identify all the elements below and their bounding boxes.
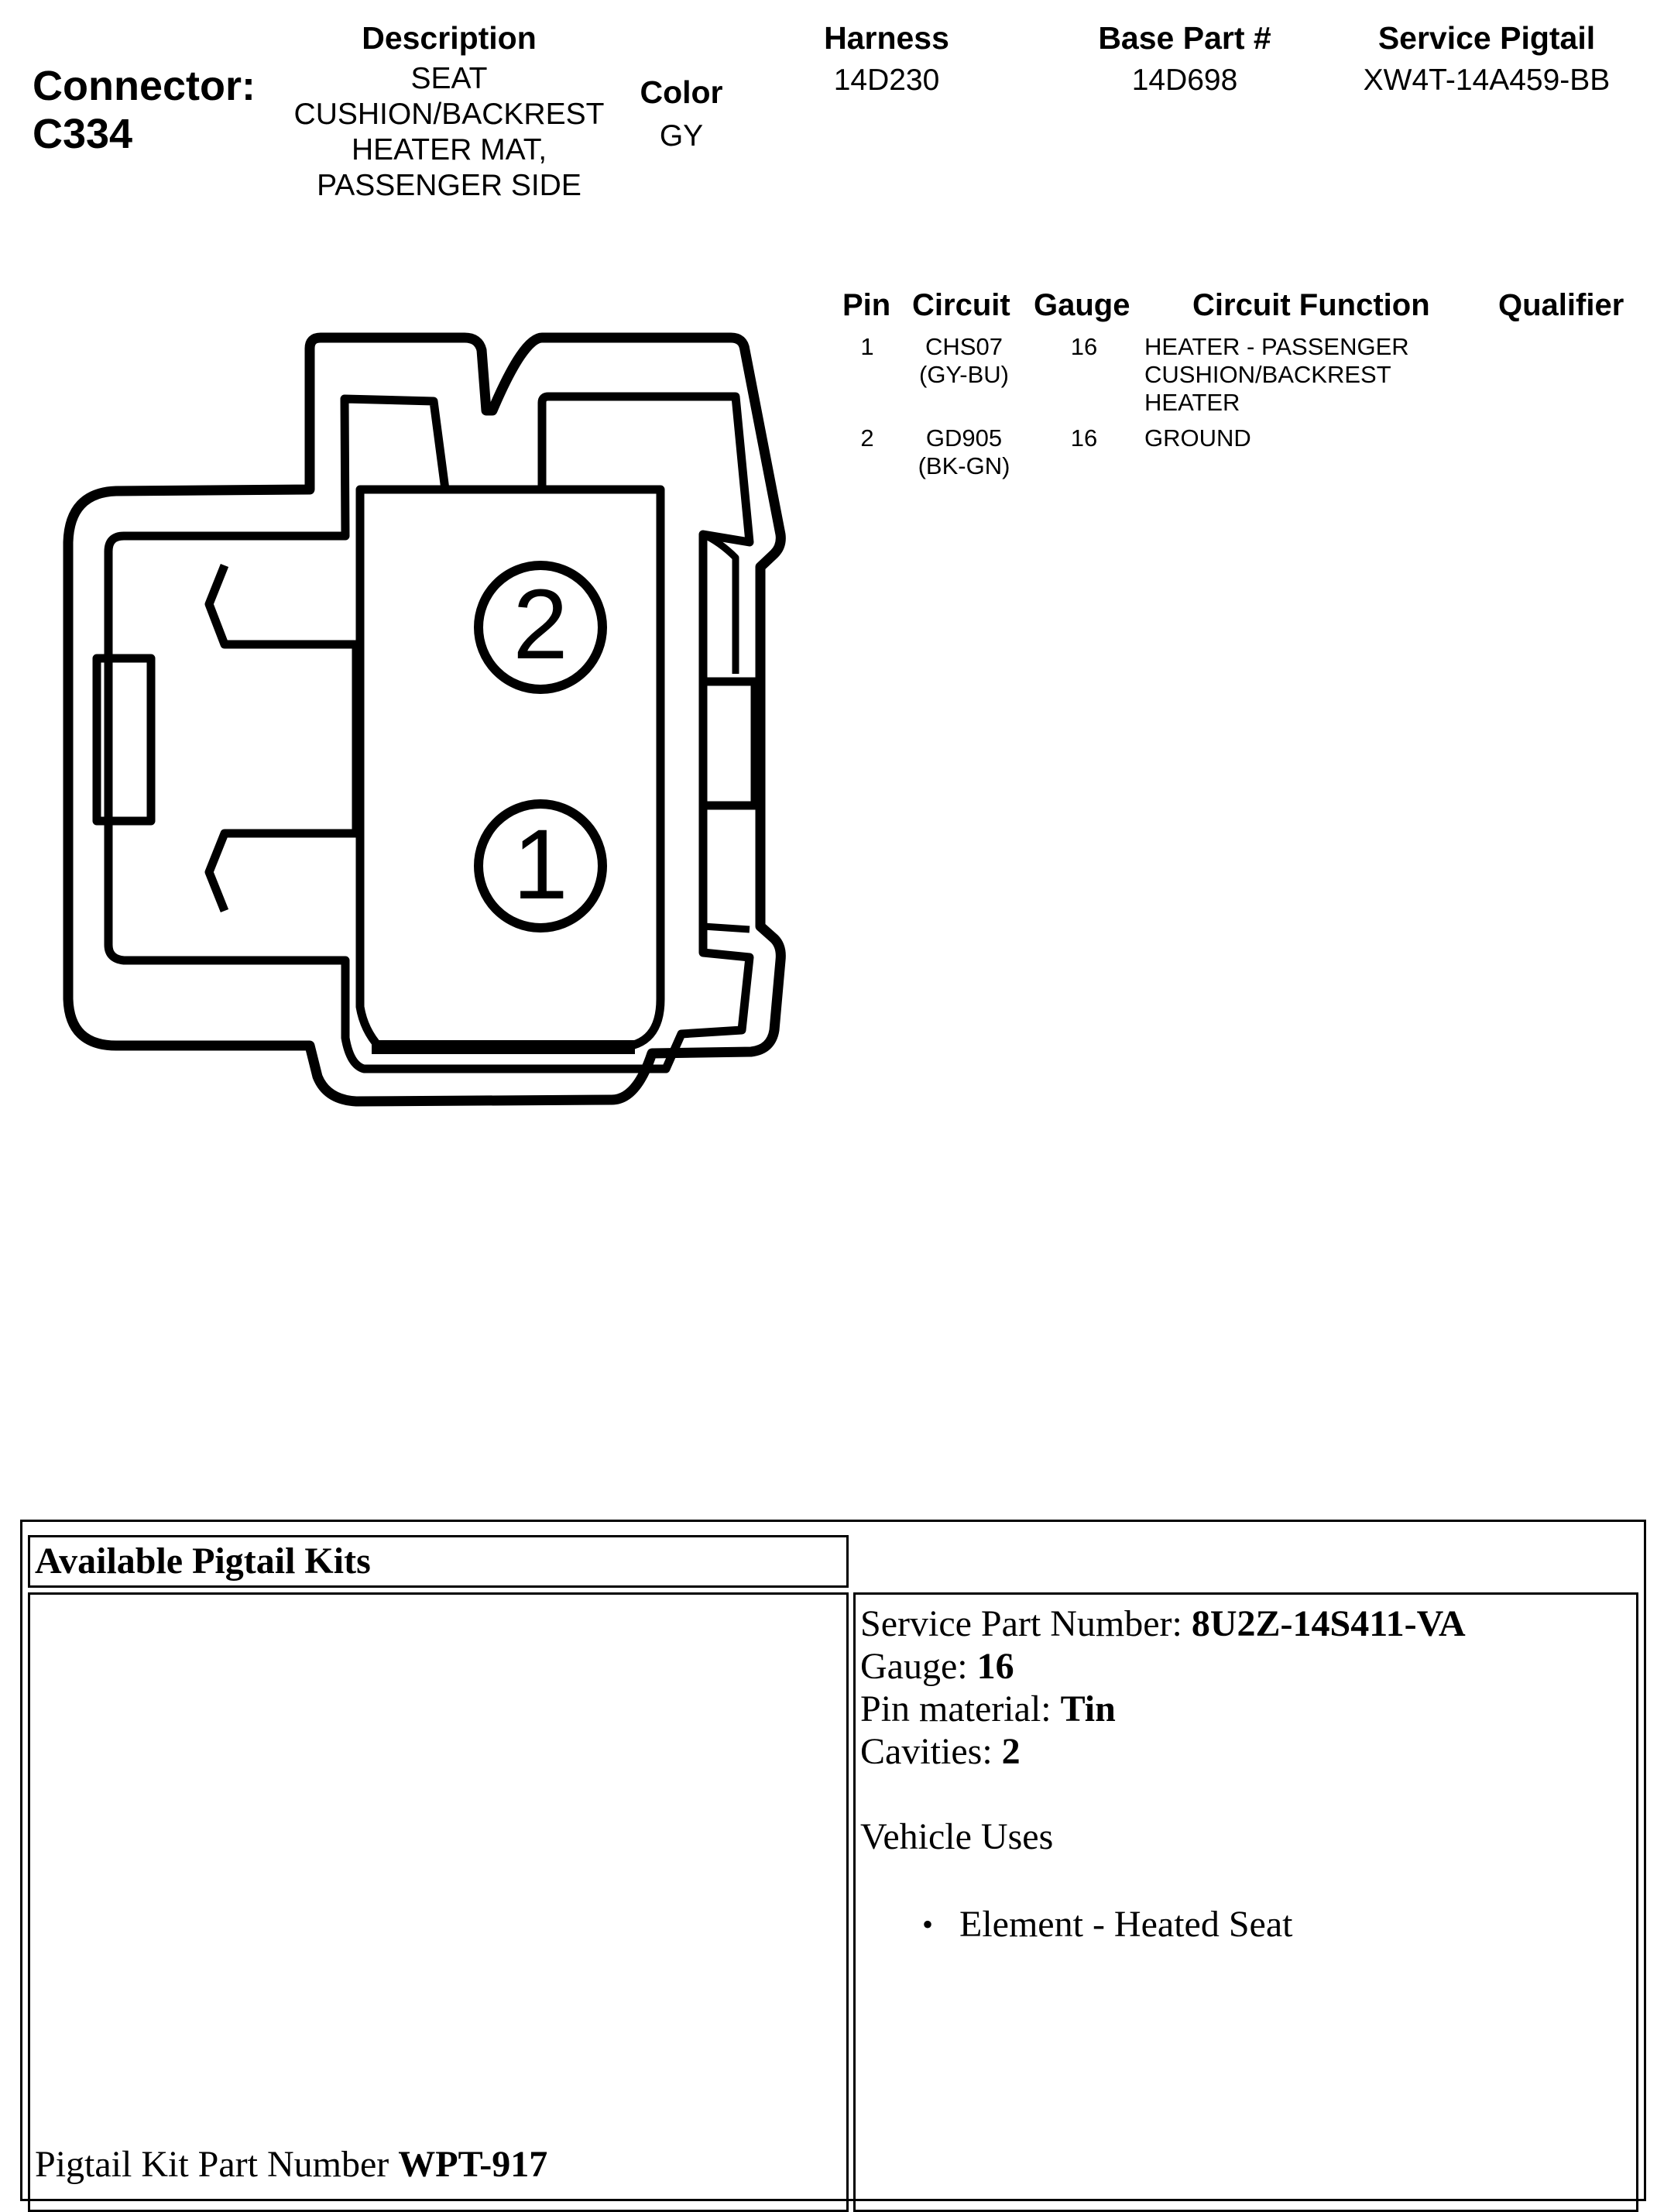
vehicle-uses-label: Vehicle Uses [860, 1816, 1054, 1857]
circuit-cell [906, 333, 1022, 389]
gauge-col-header: Gauge [1034, 288, 1130, 322]
service-pigtail-header: Service Pigtail [1377, 20, 1596, 56]
circuit-function-cell [1144, 424, 1477, 452]
pin-material-label: Pin material: [860, 1688, 1051, 1729]
right-notch-lower [703, 926, 750, 929]
cavity-1-label-text: 1 [513, 809, 568, 920]
gauge-label: Gauge: [860, 1646, 968, 1687]
pin-material-value: Tin [1060, 1688, 1116, 1729]
circuit-code: CHS07 [925, 333, 1003, 360]
service-pigtail-column [1316, 20, 1657, 98]
function-line: HEATER [1144, 389, 1240, 416]
connector-id: C334 [33, 111, 133, 157]
connector-label: Connector: [33, 63, 256, 109]
outer-shell-outline [68, 338, 780, 1101]
cavities-row [860, 1730, 1636, 1773]
qualifier-col-header: Qualifier [1498, 288, 1624, 322]
kit-part-value: WPT-917 [398, 2144, 548, 2185]
description-column [256, 20, 643, 204]
circuit-color: (GY-BU) [919, 361, 1009, 388]
circuit-col-header: Circuit [912, 288, 1010, 322]
cavities-value: 2 [1001, 1731, 1021, 1772]
function-line: CUSHION/BACKREST [1144, 361, 1391, 388]
inner-shell-outline [108, 397, 750, 1069]
harness-column [782, 20, 991, 98]
connector-title [33, 62, 256, 158]
right-tab [703, 682, 755, 805]
latch-cut [209, 565, 356, 911]
cavities-label: Cavities: [860, 1731, 993, 1772]
circuit-function-cell [1144, 333, 1477, 417]
kit-part-label: Pigtail Kit Part Number [35, 2144, 389, 2185]
connector-face-diagram [0, 310, 821, 1123]
service-pigtail-value: XW4T-14A459-BB [1363, 64, 1611, 97]
vehicle-use-item: • Element - Heated Seat [922, 1903, 1636, 1946]
pigtail-kits-title: Available Pigtail Kits [35, 1540, 371, 1582]
description-line: PASSENGER SIDE [317, 169, 581, 202]
harness-value: 14D230 [833, 64, 940, 97]
cavity-2-label [513, 569, 568, 680]
pigtail-kit-image-box [28, 1592, 849, 2212]
circuit-cell [906, 424, 1022, 480]
pigtail-kit-part-number [35, 2143, 547, 2186]
description-header: Description [362, 20, 537, 56]
circuit-code: GD905 [925, 424, 1003, 452]
base-part-value: 14D698 [1131, 64, 1238, 97]
color-value: GY [659, 119, 704, 153]
function-line: HEATER - PASSENGER [1144, 333, 1409, 360]
service-part-row [860, 1602, 1636, 1645]
base-part-header: Base Part # [1098, 20, 1271, 56]
circuit-color: (BK-GN) [918, 452, 1010, 479]
harness-header: Harness [824, 20, 949, 56]
gauge-cell: 16 [1070, 333, 1098, 360]
gauge-row [860, 1645, 1636, 1688]
service-part-label: Service Part Number: [860, 1603, 1182, 1644]
vehicle-uses-list [922, 1903, 1636, 1946]
description-line: CUSHION/BACKREST [293, 98, 605, 131]
base-part-column [1069, 20, 1301, 98]
pin-cell: 1 [860, 333, 874, 360]
gauge-cell: 16 [1070, 424, 1098, 452]
color-column [619, 74, 743, 154]
service-part-value: 8U2Z-14S411-VA [1191, 1603, 1466, 1644]
cavity-2-label-text: 2 [513, 569, 568, 680]
gauge-value: 16 [976, 1646, 1014, 1687]
pigtail-kit-details-box [853, 1592, 1638, 2212]
description-line: HEATER MAT, [351, 133, 547, 167]
function-line: GROUND [1144, 424, 1251, 452]
pigtail-kits-title-box [28, 1535, 849, 1588]
pin-col-header: Pin [842, 288, 891, 322]
description-line: SEAT [410, 62, 488, 95]
circuit-function-col-header: Circuit Function [1192, 288, 1430, 322]
pin-cell: 2 [860, 424, 874, 452]
pin-material-row [860, 1688, 1636, 1730]
cavity-1-label [513, 809, 568, 920]
right-notch-upper [703, 534, 736, 674]
color-header: Color [640, 74, 723, 110]
description-value [256, 61, 643, 204]
pigtail-kit-details [856, 1595, 1636, 1946]
